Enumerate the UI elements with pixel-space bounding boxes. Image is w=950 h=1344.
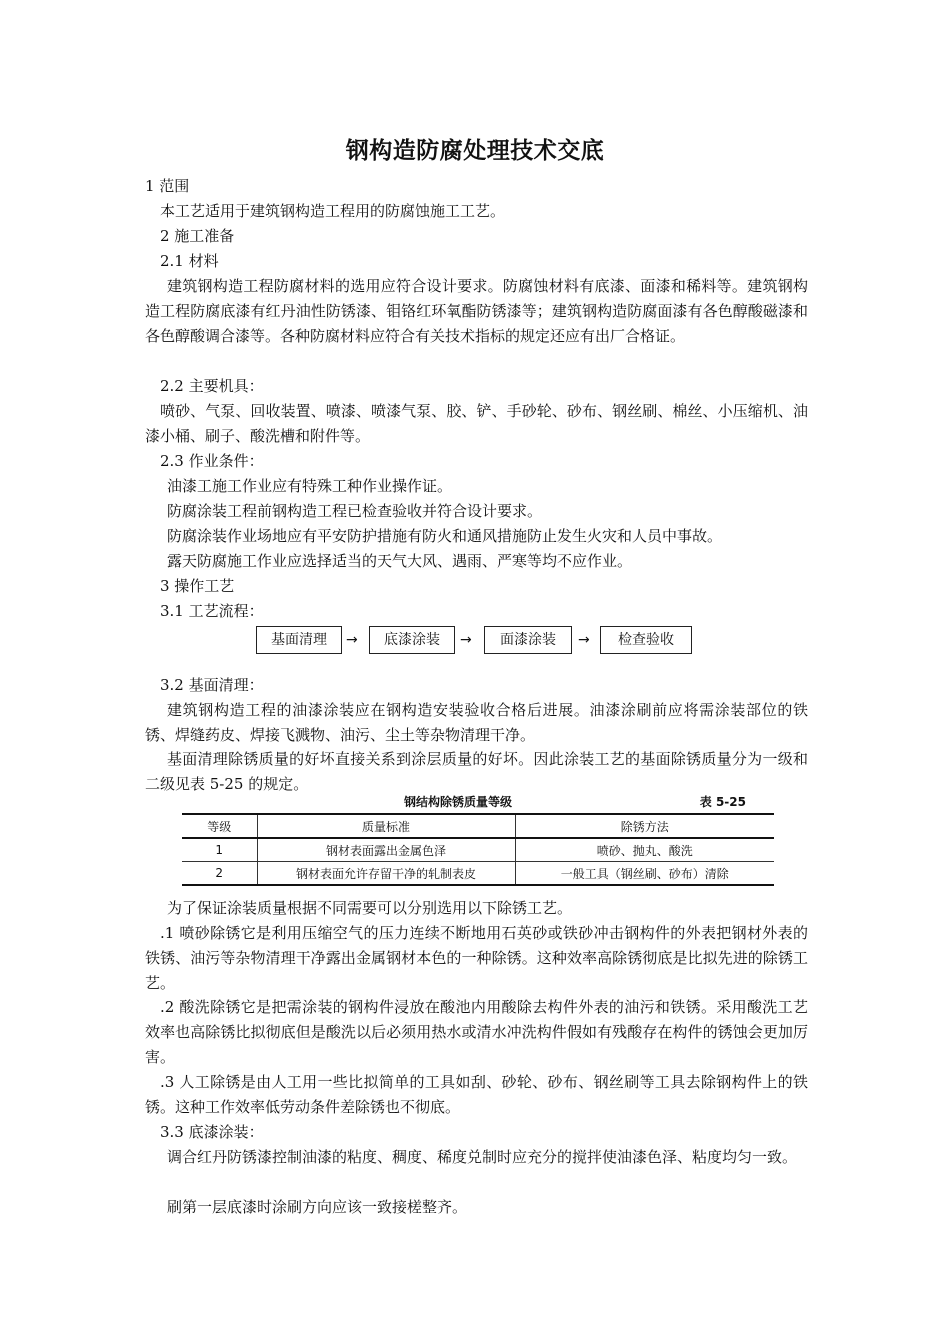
arrow-right-icon: → [346,632,358,648]
table-caption [182,793,776,813]
section-1-text: 本工艺适用于建筑钢构造工程用的防腐蚀施工工艺。 [160,202,506,220]
process-flowchart [0,626,950,656]
column-header: 等级 [207,819,232,834]
arrow-right-icon: → [460,632,472,648]
flow-step: 面漆涂装 [484,626,572,654]
list-item: 防腐涂装作业场地应有平安防护措施有防火和通风措施防止发生火灾和人员中事故。 [167,527,723,545]
section-3-heading: 3 操作工艺 [160,577,235,595]
list-item: 防腐涂装工程前钢构造工程已检查验收并符合设计要求。 [167,502,543,520]
method-sandblasting: .1 喷砂除锈它是利用压缩空气的压力连续不断地用石英砂或铁砂冲击钢构件的外表把钢材外表的铁锈、油污等杂物清理干净露出金属钢材本色的一种除锈。这种效率高除锈彻底是比拟先进的除锈工艺。 [145,924,808,992]
table-cell: 钢材表面允许存留干净的轧制表皮 [257,862,515,886]
table-row [182,838,774,862]
flow-step: 检查验收 [600,626,692,654]
arrow-right-icon: → [578,632,590,648]
section-3-3-heading: 3.3 底漆涂装： [160,1123,264,1141]
section-2-2-heading: 2.2 主要机具： [160,377,264,395]
list-item: 油漆工施工作业应有特殊工种作业操作证。 [167,477,453,495]
column-header: 质量标准 [257,814,515,838]
method-manual: .3 人工除锈是由人工用一些比拟简单的工具如刮、砂轮、砂布、钢丝刷等工具去除钢构件上的铁锈。这种工作效率低劳动条件差除锈也不彻底。 [145,1073,808,1116]
table-cell: 一般工具（钢丝刷、砂布）清除 [515,862,774,886]
flow-step: 底漆涂装 [369,626,455,654]
section-1-heading: 1 范围 [145,177,190,195]
column-header: 除锈方法 [515,814,774,838]
section-3-2-heading: 3.2 基面清理： [160,676,264,694]
table-title: 钢结构除锈质量等级 [404,795,513,809]
table-cell: 2 [215,866,224,880]
table-row [182,862,774,886]
paragraph: 基面清理除锈质量的好坏直接关系到涂层质量的好坏。因此涂装工艺的基面除锈质量分为一级和二级见表 5-25 的规定。 [145,750,808,793]
section-2-heading: 2 施工准备 [160,227,235,245]
section-2-1-text: 建筑钢构造工程防腐材料的选用应符合设计要求。防腐蚀材料有底漆、面漆和稀料等。建筑钢构造工程防腐底漆有红丹油性防锈漆、钼铬红环氧酯防锈漆等；建筑钢构造防腐面漆有各色醇酸磁漆和各色醇酸调合漆等。各种防腐材料应符合有关技术指标的规定还应有出厂合格证。 [145,277,808,345]
table-cell: 喷砂、抛丸、酸洗 [515,838,774,862]
section-2-1-heading: 2.1 材料 [160,252,219,270]
section-3-1-heading: 3.1 工艺流程： [160,602,264,620]
flow-step: 基面清理 [256,626,342,654]
table-header-row [182,814,774,838]
paragraph: 刷第一层底漆时涂刷方向应该一致接槎整齐。 [167,1198,468,1216]
section-2-2-text: 喷砂、气泵、回收装置、喷漆、喷漆气泵、胶、铲、手砂轮、砂布、钢丝刷、棉丝、小压缩机、油漆小桶、刷子、酸洗槽和附件等。 [145,402,808,445]
table-number: 表 5-25 [699,795,746,809]
rust-removal-grade-table [182,813,774,886]
paragraph: 调合红丹防锈漆控制油漆的粘度、稠度、稀度兑制时应充分的搅拌使油漆色泽、粘度均匀一致。 [167,1148,798,1166]
paragraph: 建筑钢构造工程的油漆涂装应在钢构造安装验收合格后进展。油漆涂刷前应将需涂装部位的铁锈、焊缝药皮、焊接飞溅物、油污、尘土等杂物清理干净。 [145,701,808,744]
section-2-3-heading: 2.3 作业条件： [160,452,264,470]
method-pickling: .2 酸洗除锈它是把需涂装的钢构件浸放在酸池内用酸除去构件外表的油污和铁锈。采用酸洗工艺效率也高除锈比拟彻底但是酸洗以后必须用热水或清水冲洗构件假如有残酸存在构件的锈蚀会更加厉害。 [145,998,808,1066]
list-item: 露天防腐施工作业应选择适当的天气大风、遇雨、严寒等均不应作业。 [167,552,633,570]
table-cell: 1 [215,843,224,857]
table-cell: 钢材表面露出金属色泽 [257,838,515,862]
paragraph: 为了保证涂装质量根据不同需要可以分别选用以下除锈工艺。 [167,899,573,917]
document-title: 钢构造防腐处理技术交底 [345,138,605,164]
